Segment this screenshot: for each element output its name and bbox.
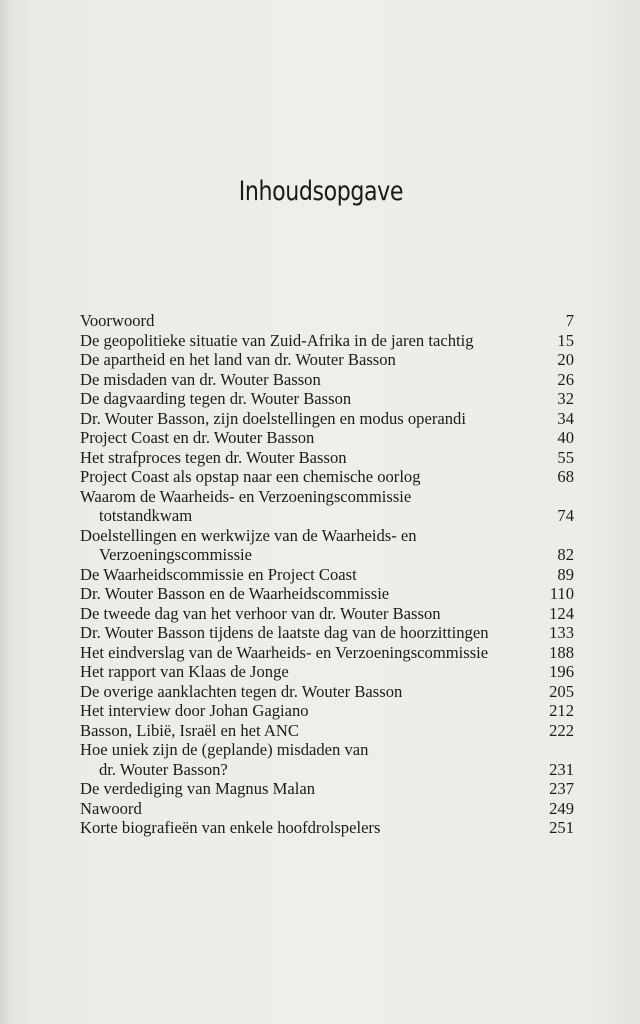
toc-entry-page-number: 237 [549, 779, 574, 798]
toc-entry-title: Dr. Wouter Basson en de Waarheidscommissie [80, 584, 390, 603]
toc-entry-continuation-line [80, 545, 574, 565]
toc-entry-title: Project Coast en dr. Wouter Basson [80, 428, 315, 447]
toc-entry-page-number: 7 [565, 311, 574, 330]
toc-entry-line [80, 799, 574, 819]
toc-entry [80, 604, 574, 624]
toc-entry-continuation-line [80, 760, 574, 780]
toc-entry-page-number: 222 [549, 720, 574, 740]
toc-entry-title: dr. Wouter Basson? [99, 759, 228, 779]
toc-entry-title: De tweede dag van het verhoor van dr. Wouter Basson [80, 603, 441, 623]
toc-entry [80, 721, 574, 741]
toc-entry-title: totstandkwam [99, 506, 193, 525]
toc-entry-title: Voorwoord [80, 311, 155, 330]
toc-entry-title: Dr. Wouter Basson tijdens de laatste dag van de hoorzittingen [80, 623, 489, 642]
toc-entry [80, 740, 574, 779]
toc-entry [80, 662, 574, 682]
toc-entry-title: De Waarheidscommissie en Project Coast [80, 564, 357, 584]
toc-entry [80, 701, 574, 721]
toc-entry-title: Waarom de Waarheids- en Verzoeningscommissie [80, 486, 412, 506]
toc-entry-line [80, 487, 574, 507]
toc-entry-line [80, 526, 574, 546]
toc-entry-line [80, 370, 574, 390]
toc-entry-page-number: 34 [557, 408, 574, 428]
toc-entry-line [80, 389, 574, 409]
toc-entry-title: De overige aanklachten tegen dr. Wouter Basson [80, 681, 403, 701]
page-gutter-shadow [0, 0, 10, 1024]
toc-entry-line [80, 467, 574, 487]
toc-entry [80, 389, 574, 409]
toc-entry-title: Het strafproces tegen dr. Wouter Basson [80, 447, 347, 467]
toc-entry-line [80, 350, 574, 370]
toc-entry-title: Project Coast als opstap naar een chemische oorlog [80, 467, 421, 486]
toc-entry [80, 409, 574, 429]
toc-entry [80, 467, 574, 487]
toc-entry-page-number: 40 [557, 428, 574, 447]
toc-entry-line [80, 565, 574, 585]
toc-entry [80, 370, 574, 390]
toc-entry-line [80, 428, 574, 448]
toc-entry-page-number: 196 [549, 662, 574, 681]
toc-entry-title: De apartheid en het land van dr. Wouter Basson [80, 350, 396, 369]
toc-entry [80, 682, 574, 702]
toc-entry-title: De geopolitieke situatie van Zuid-Afrika in de jaren tachtig [80, 330, 474, 350]
toc-entry [80, 565, 574, 585]
toc-entry-title: Nawoord [80, 798, 142, 818]
toc-entry [80, 623, 574, 643]
toc-entry [80, 448, 574, 468]
toc-entry [80, 818, 574, 838]
toc-entry-page-number: 110 [549, 584, 574, 603]
toc-entry-page-number: 188 [549, 642, 574, 662]
toc-entry [80, 526, 574, 565]
toc-entry-line [80, 311, 574, 331]
toc-entry-continuation-line [80, 506, 574, 526]
toc-entry [80, 487, 574, 526]
toc-entry-title: Korte biografieën van enkele hoofdrolspelers [80, 818, 381, 837]
toc-entry-line [80, 448, 574, 468]
toc-entry-page-number: 68 [557, 467, 574, 486]
toc-entry-line [80, 662, 574, 682]
toc-entry [80, 584, 574, 604]
toc-entry-page-number: 205 [549, 681, 574, 701]
toc-entry-line [80, 643, 574, 663]
toc-entry-line [80, 409, 574, 429]
toc-entry-page-number: 74 [557, 506, 574, 525]
toc-entry-line [80, 584, 574, 604]
toc-entry-line [80, 623, 574, 643]
toc-entry-title: Dr. Wouter Basson, zijn doelstellingen en modus operandi [80, 408, 466, 428]
toc-entry-title: De dagvaarding tegen dr. Wouter Basson [80, 389, 352, 408]
toc-entry-title: Het rapport van Klaas de Jonge [80, 662, 289, 681]
toc-entry [80, 779, 574, 799]
toc-entry-page-number: 89 [557, 564, 574, 584]
toc-entry-title: Verzoeningscommissie [99, 545, 252, 564]
toc-entry-line [80, 331, 574, 351]
toc-entry-page-number: 55 [557, 447, 574, 467]
toc-entry-page-number: 133 [549, 623, 574, 642]
toc-entry-title: De verdediging van Magnus Malan [80, 779, 316, 798]
toc-entry-page-number: 32 [557, 389, 574, 408]
toc-entry-title: Het eindverslag van de Waarheids- en Verzoeningscommissie [80, 642, 489, 662]
toc-entry-title: Het interview door Johan Gagiano [80, 701, 309, 720]
toc-entry [80, 331, 574, 351]
toc-entry-page-number: 15 [557, 330, 574, 350]
toc-entry-page-number: 251 [549, 818, 574, 837]
toc-entry-line [80, 779, 574, 799]
toc-entry-title: De misdaden van dr. Wouter Basson [80, 369, 321, 389]
toc-entry [80, 311, 574, 331]
toc-entry-line [80, 701, 574, 721]
toc-entry-line [80, 604, 574, 624]
toc-entry [80, 428, 574, 448]
toc-entry-page-number: 249 [549, 798, 574, 818]
toc-entry [80, 350, 574, 370]
toc-entry-line [80, 682, 574, 702]
toc-entry-page-number: 231 [549, 759, 574, 779]
toc-entry-title: Basson, Libië, Israël en het ANC [80, 720, 299, 740]
toc-entry-page-number: 82 [557, 545, 574, 564]
toc-entry-page-number: 212 [549, 701, 574, 720]
toc-entry-line [80, 818, 574, 838]
toc-entry-page-number: 124 [549, 603, 574, 623]
page-title: Inhoudsopgave [238, 176, 404, 207]
toc-entry-page-number: 26 [557, 369, 574, 389]
toc-entry-line [80, 740, 574, 760]
toc-entry-page-number: 20 [557, 350, 574, 369]
toc-entry-line [80, 721, 574, 741]
toc-entry-title: Doelstellingen en werkwijze van de Waarheids- en [80, 525, 417, 545]
toc-entry-title: Hoe uniek zijn de (geplande) misdaden van [80, 740, 369, 759]
table-of-contents [80, 311, 574, 838]
toc-entry [80, 643, 574, 663]
toc-entry [80, 799, 574, 819]
